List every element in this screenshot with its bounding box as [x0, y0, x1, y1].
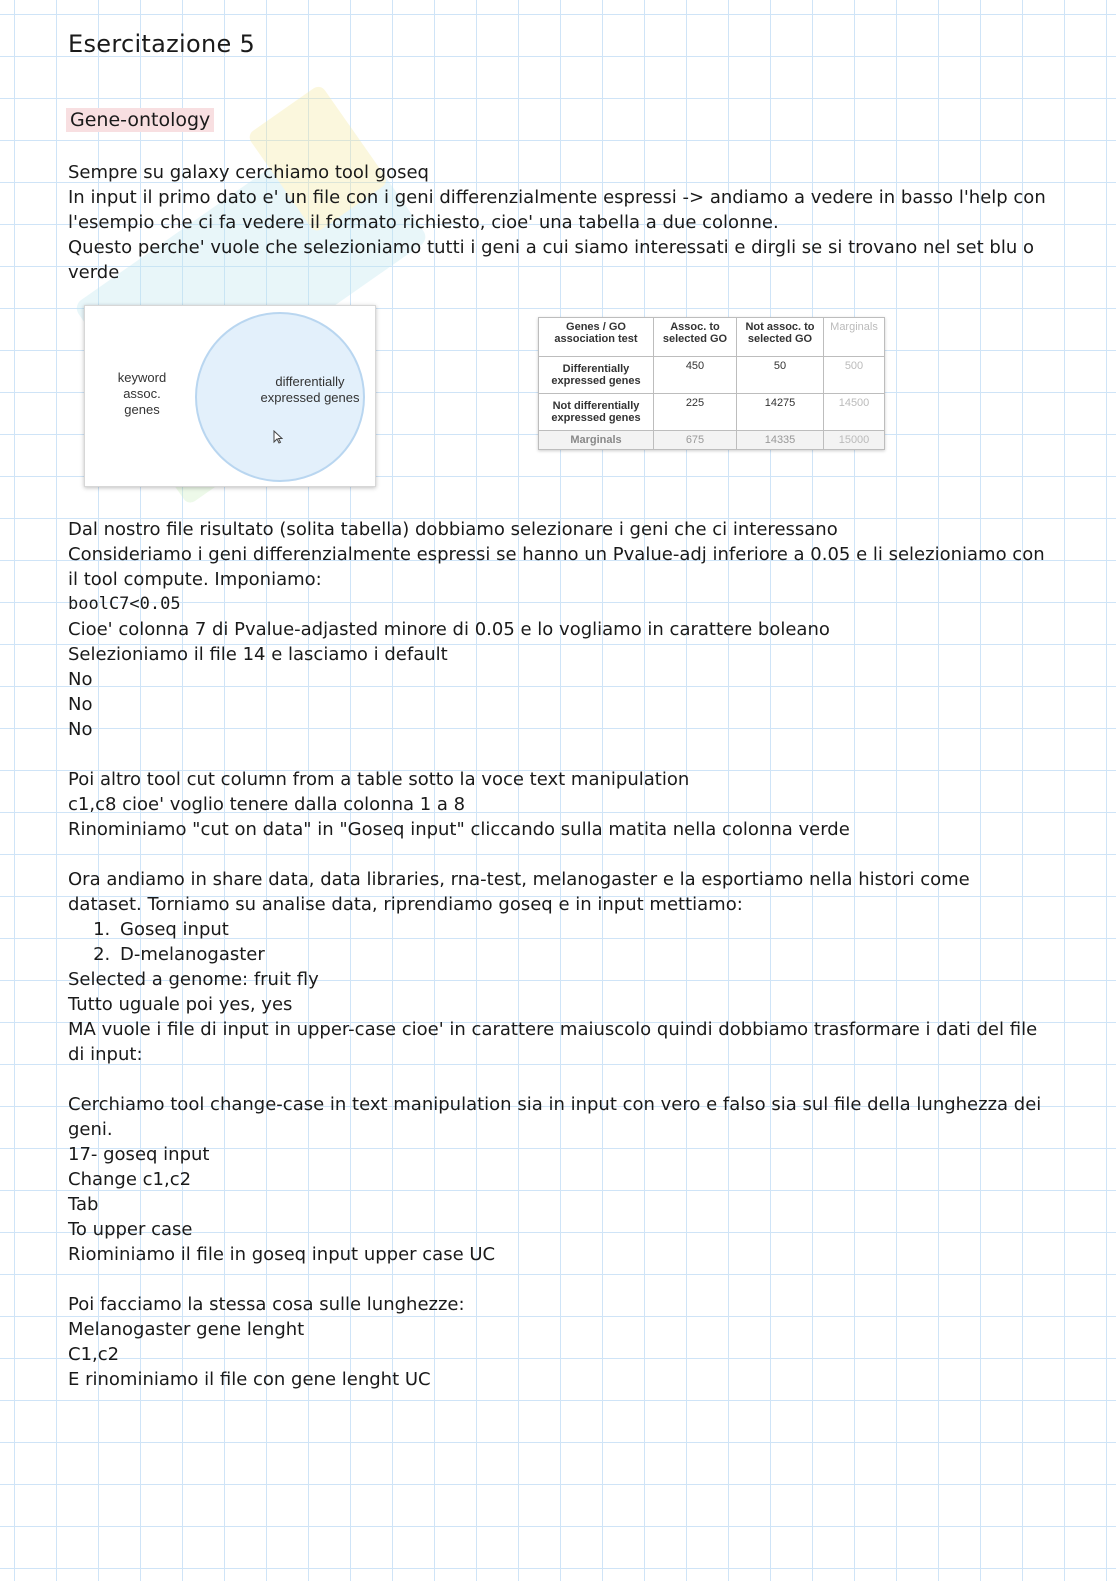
row-label: Marginals — [539, 431, 654, 450]
text-line: E rinominiamo il file con gene lenght UC — [68, 1369, 431, 1390]
list-item: 2. D-melanogaster — [116, 942, 1048, 967]
table-cell: 675 — [654, 431, 737, 450]
table-row — [539, 357, 885, 394]
table-cell: 14500 — [824, 394, 885, 431]
text-line: Rinominiamo "cut on data" in "Goseq input" cliccando sulla matita nella colonna verde — [68, 819, 850, 840]
expression-line: boolC7<0.05 — [68, 594, 181, 614]
text-line: Cerchiamo tool change-case in text manipulation sia in input con vero e falso sia sul file della lunghezza dei geni. — [68, 1094, 1042, 1140]
page-title: Esercitazione 5 — [68, 30, 256, 58]
text-line: Consideriamo i geni differenzialmente espressi se hanno un Pvalue-adj inferiore a 0.05 e li selezioniamo con il tool compute. Imponiamo: — [68, 544, 1045, 590]
table-header: Assoc. to selected GO — [654, 318, 737, 357]
table-cell: 450 — [654, 357, 737, 394]
text-line: Poi altro tool cut column from a table sotto la voce text manipulation — [68, 769, 690, 790]
intro-block — [68, 160, 1048, 285]
cursor-icon — [273, 430, 283, 444]
table-cell: 15000 — [824, 431, 885, 450]
intro-line: Questo perche' vuole che selezioniamo tutti i geni a cui siamo interessati e dirgli se si trovano nel set blu o verde — [68, 237, 1034, 283]
text-line: Riominiamo il file in goseq input upper case UC — [68, 1244, 496, 1265]
text-line: 17- goseq input — [68, 1144, 210, 1165]
text-line: Dal nostro file risultato (solita tabella) dobbiamo selezionare i geni che ci interessano — [68, 519, 838, 540]
text-line: Ora andiamo in share data, data libraries, rna-test, melanogaster e la esportiamo nella histori come dataset. Torniamo su analise data, riprendiamo goseq e in input mettiamo: — [68, 869, 970, 915]
intro-line: Sempre su galaxy cerchiamo tool goseq — [68, 162, 429, 183]
table-header: Genes / GO association test — [539, 318, 654, 357]
table-header-row — [539, 318, 885, 357]
list-item: 1. Goseq input — [116, 917, 1048, 942]
text-line: C1,c2 — [68, 1344, 120, 1365]
table-row — [539, 431, 885, 450]
text-line: Tab — [68, 1194, 99, 1215]
text-line: MA vuole i file di input in upper-case cioe' in carattere maiuscolo quindi dobbiamo trasformare i dati del file di input: — [68, 1019, 1038, 1065]
row-label: Not differentially expressed genes — [539, 394, 654, 431]
text-line: Selezioniamo il file 14 e lasciamo i default — [68, 644, 448, 665]
text-line: To upper case — [68, 1219, 193, 1240]
text-line: No — [68, 669, 93, 690]
text-line: Melanogaster gene lenght — [68, 1319, 305, 1340]
text-line: Selected a genome: fruit fly — [68, 969, 319, 990]
section-heading: Gene-ontology — [66, 108, 214, 132]
text-line: Poi facciamo la stessa cosa sulle lunghezze: — [68, 1294, 465, 1315]
table-cell: 225 — [654, 394, 737, 431]
venn-right-label: differentially expressed genes — [260, 374, 360, 405]
table-cell: 14335 — [737, 431, 824, 450]
text-line: Change c1,c2 — [68, 1169, 192, 1190]
text-line: No — [68, 694, 93, 715]
text-line: Tutto uguale poi yes, yes — [68, 994, 293, 1015]
input-steps-list — [68, 917, 1048, 967]
text-line: Cioe' colonna 7 di Pvalue-adjasted minore di 0.05 e lo vogliamo in carattere boleano — [68, 619, 830, 640]
compute-block — [68, 517, 1048, 1392]
intro-line: In input il primo dato e' un file con i geni differenzialmente espressi -> andiamo a vedere in basso l'help con l'esempio che ci fa vedere il formato richiesto, cioe' una tabella a due colonne. — [68, 187, 1046, 233]
text-line: No — [68, 719, 93, 740]
go-association-table — [538, 317, 885, 450]
venn-diagram — [84, 305, 376, 487]
table-cell: 50 — [737, 357, 824, 394]
venn-left-label: keyword assoc. genes — [117, 370, 167, 417]
table-cell: 14275 — [737, 394, 824, 431]
text-line: c1,c8 cioe' voglio tenere dalla colonna 1 a 8 — [68, 794, 466, 815]
figure-area — [68, 295, 913, 500]
table-header: Marginals — [824, 318, 885, 357]
table-cell: 500 — [824, 357, 885, 394]
row-label: Differentially expressed genes — [539, 357, 654, 394]
table-header: Not assoc. to selected GO — [737, 318, 824, 357]
table-row — [539, 394, 885, 431]
